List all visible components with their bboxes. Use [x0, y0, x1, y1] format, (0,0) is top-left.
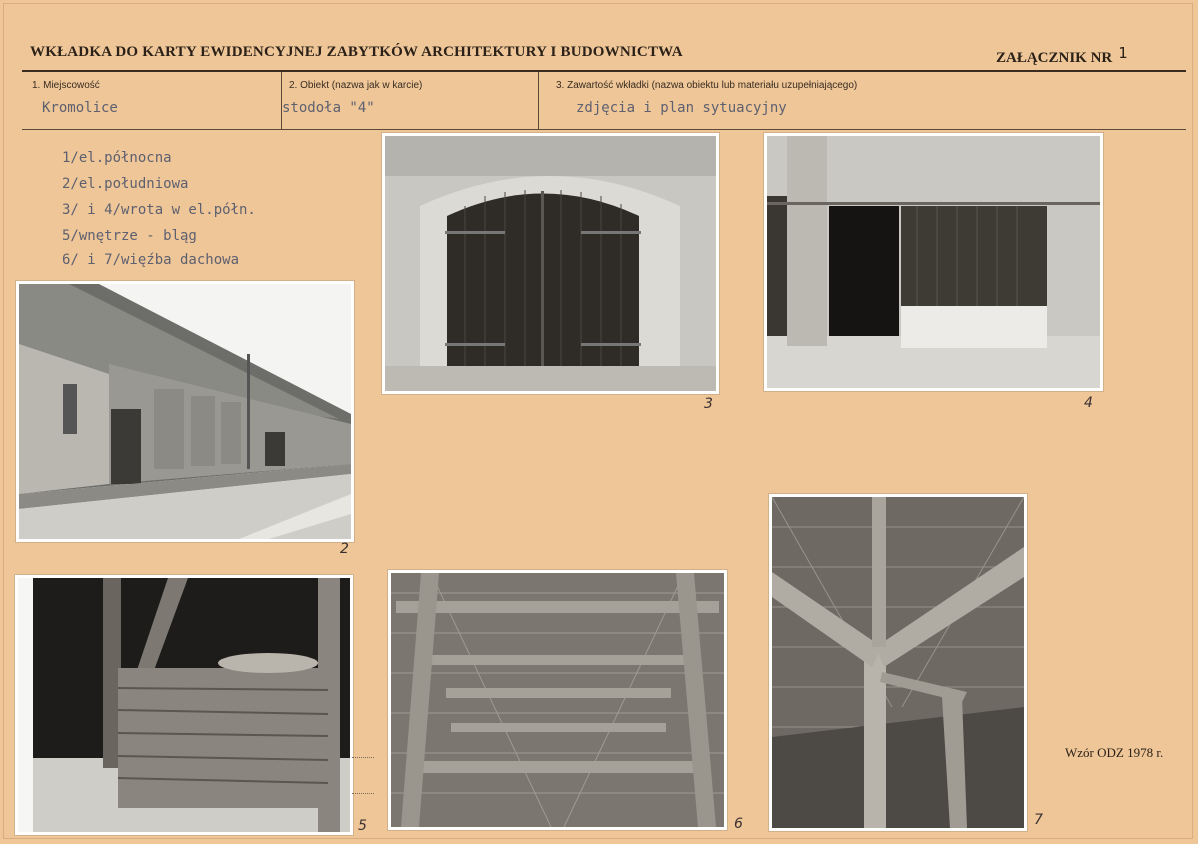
photo-number: 3 — [704, 396, 713, 412]
contents-label: 3. Zawartość wkładki (nazwa obiektu lub materiału uzupełniającego) — [556, 80, 858, 91]
photo-sliding-door — [764, 133, 1103, 391]
photo-number: 6 — [734, 816, 743, 832]
photo-barn-interior — [15, 575, 353, 835]
object-label: 2. Obiekt (nazwa jak w karcie) — [289, 80, 423, 91]
caption-line: 6/ i 7/więźba dachowa — [62, 252, 240, 268]
arched-gate-image — [385, 136, 716, 391]
photo-truss-post — [769, 494, 1027, 831]
locality-label: 1. Miejscowość — [32, 80, 100, 91]
card-title: WKŁADKA DO KARTY EWIDENCYJNEJ ZABYTKÓW ARCHITEKTURY I BUDOWNICTWA — [30, 44, 683, 60]
annex-label: ZAŁĄCZNIK NR — [996, 50, 1113, 66]
field-divider — [538, 72, 539, 129]
fields-rule — [22, 129, 1186, 130]
photo-arched-gate — [382, 133, 719, 394]
barn-elevation-image — [19, 284, 351, 539]
barn-interior-image — [18, 578, 350, 832]
caption-line: 3/ i 4/wrota w el.półn. — [62, 202, 256, 218]
photo-number: 5 — [358, 818, 367, 834]
caption-line: 5/wnętrze - bląg — [62, 228, 197, 244]
photo-number: 4 — [1084, 395, 1093, 411]
dotted-guide — [352, 757, 374, 758]
annex-number: 1 — [1118, 44, 1128, 62]
photo-barn-elevation — [16, 281, 354, 542]
roof-truss-image — [391, 573, 724, 827]
object-value: stodoła "4" — [282, 100, 375, 116]
dotted-guide — [352, 793, 374, 794]
sliding-door-image — [767, 136, 1100, 388]
header-rule — [22, 70, 1186, 72]
template-note: Wzór ODZ 1978 r. — [1065, 745, 1164, 760]
caption-line: 2/el.południowa — [62, 176, 189, 192]
annex-label-group — [996, 44, 1127, 67]
photo-number: 2 — [340, 541, 349, 557]
photo-roof-truss — [388, 570, 727, 830]
contents-value: zdjęcia i plan sytuacyjny — [576, 100, 787, 116]
photo-number: 7 — [1034, 812, 1043, 828]
truss-post-image — [772, 497, 1024, 828]
locality-value: Kromolice — [42, 100, 118, 116]
caption-line: 1/el.północna — [62, 150, 172, 166]
